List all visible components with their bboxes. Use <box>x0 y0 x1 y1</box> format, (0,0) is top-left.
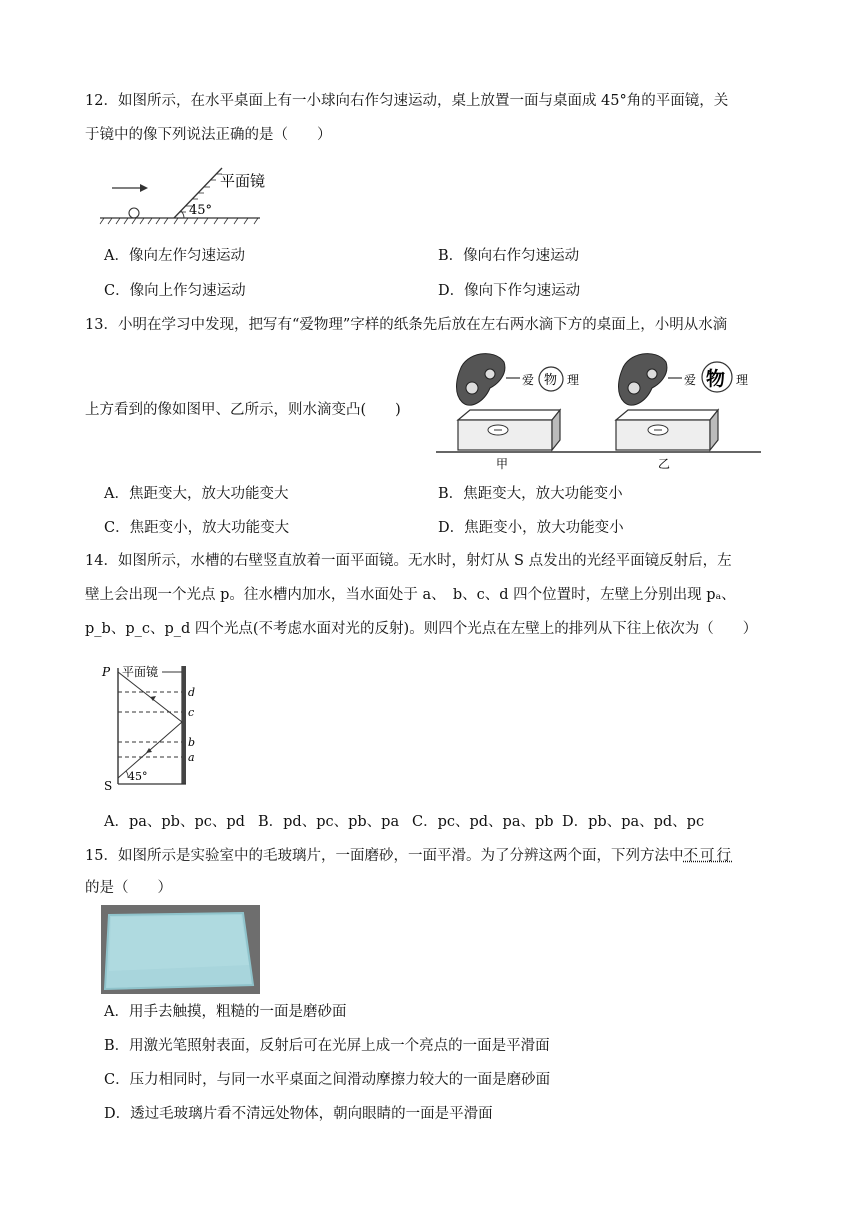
q13-left-label: 甲 <box>496 457 509 471</box>
q13-option-b[interactable]: B．焦距变大，放大功能变小 <box>438 486 623 502</box>
q14-stem-line2: 壁上会出现一个光点 p。往水槽内加水，当水面处于 a、 b、c、d 四个位置时，左壁上分别出现 pₐ、 <box>85 587 736 603</box>
svg-text:物: 物 <box>544 373 558 388</box>
q15-option-c[interactable]: C．压力相同时，与同一水平桌面之间滑动摩擦力较大的一面是磨砂面 <box>104 1072 551 1088</box>
q13-stem-line1: 13．小明在学习中发现，把写有“爱物理”字样的纸条先后放在左右两水滴下方的桌面上，小明从水滴 <box>85 317 728 333</box>
q15-option-a[interactable]: A．用手去触摸，粗糙的一面是磨砂面 <box>104 1004 347 1020</box>
q14-option-a[interactable]: A．pa、pb、pc、pd <box>104 814 245 830</box>
q14-option-d[interactable]: D．pb、pa、pd、pc <box>562 814 705 830</box>
q15-emphasis: 不可行 <box>683 848 733 864</box>
q13-left-setup <box>457 354 580 471</box>
q15-option-d[interactable]: D．透过毛玻璃片看不清远处物体，朝向眼睛的一面是平滑面 <box>104 1106 493 1122</box>
svg-text:爱: 爱 <box>522 373 535 387</box>
svg-text:理: 理 <box>736 373 749 387</box>
q14-stem-line3: p_b、p_c、p_d 四个光点(不考虑水面对光的反射)。则四个光点在左壁上的排列从下往上依次为（ ） <box>85 621 758 637</box>
svg-text:爱: 爱 <box>684 373 697 387</box>
q12-option-a[interactable]: A．像向左作匀速运动 <box>104 248 245 264</box>
q14-stem-line1: 14．如图所示，水槽的右壁竖直放着一面平面镜。无水时，射灯从 S 点发出的光经平面镜反射后，左 <box>85 553 732 569</box>
q12-option-b[interactable]: B．像向右作匀速运动 <box>438 248 580 264</box>
q13-right-label: 乙 <box>658 457 671 471</box>
frosted-glass-photo <box>101 905 260 994</box>
q12-angle-label: 45° <box>189 203 213 218</box>
q12-option-c[interactable]: C．像向上作匀速运动 <box>104 283 246 299</box>
q12-stem-line1: 12．如图所示，在水平桌面上有一小球向右作匀速运动，桌上放置一面与桌面成 45°角的平面镜，关 <box>85 93 729 109</box>
q14-angle-label: 45° <box>128 770 148 783</box>
svg-text:c: c <box>188 706 195 719</box>
svg-text:b: b <box>188 736 196 749</box>
q13-stem-line2: 上方看到的像如图甲、乙所示，则水滴变凸( ) <box>85 402 401 418</box>
q14-mirror-label: 平面镜 <box>122 665 159 679</box>
q12-mirror-label: 平面镜 <box>220 172 266 190</box>
q15-option-b[interactable]: B．用激光笔照射表面，反射后可在光屏上成一个亮点的一面是平滑面 <box>104 1038 550 1054</box>
q14-option-c[interactable]: C．pc、pd、pa、pb <box>412 814 554 830</box>
ball-icon <box>129 208 139 218</box>
q14-s-label: S <box>104 779 113 792</box>
svg-text:物: 物 <box>706 368 726 390</box>
svg-text:理: 理 <box>567 373 580 387</box>
q15-stem-line1: 15．如图所示是实验室中的毛玻璃片，一面磨砂，一面平滑。为了分辨这两个面，下列方法中不可行 <box>85 848 733 864</box>
svg-text:a: a <box>188 751 195 764</box>
q15-stem-line2: 的是（ ） <box>85 880 172 896</box>
q13-right-setup <box>616 354 748 471</box>
q13-option-a[interactable]: A．焦距变大，放大功能变大 <box>104 486 289 502</box>
q12-stem-line2: 于镜中的像下列说法正确的是（ ） <box>85 127 332 143</box>
q14-option-b[interactable]: B．pd、pc、pb、pa <box>258 814 400 830</box>
svg-text:d: d <box>188 686 196 699</box>
q14-figure <box>100 660 210 792</box>
q12-figure <box>98 160 283 228</box>
q13-option-c[interactable]: C．焦距变小，放大功能变大 <box>104 520 290 536</box>
q13-option-d[interactable]: D．焦距变小，放大功能变小 <box>438 520 624 536</box>
q14-p-label: P <box>102 665 111 679</box>
q13-figure <box>436 344 761 472</box>
q12-option-d[interactable]: D．像向下作匀速运动 <box>438 283 581 299</box>
